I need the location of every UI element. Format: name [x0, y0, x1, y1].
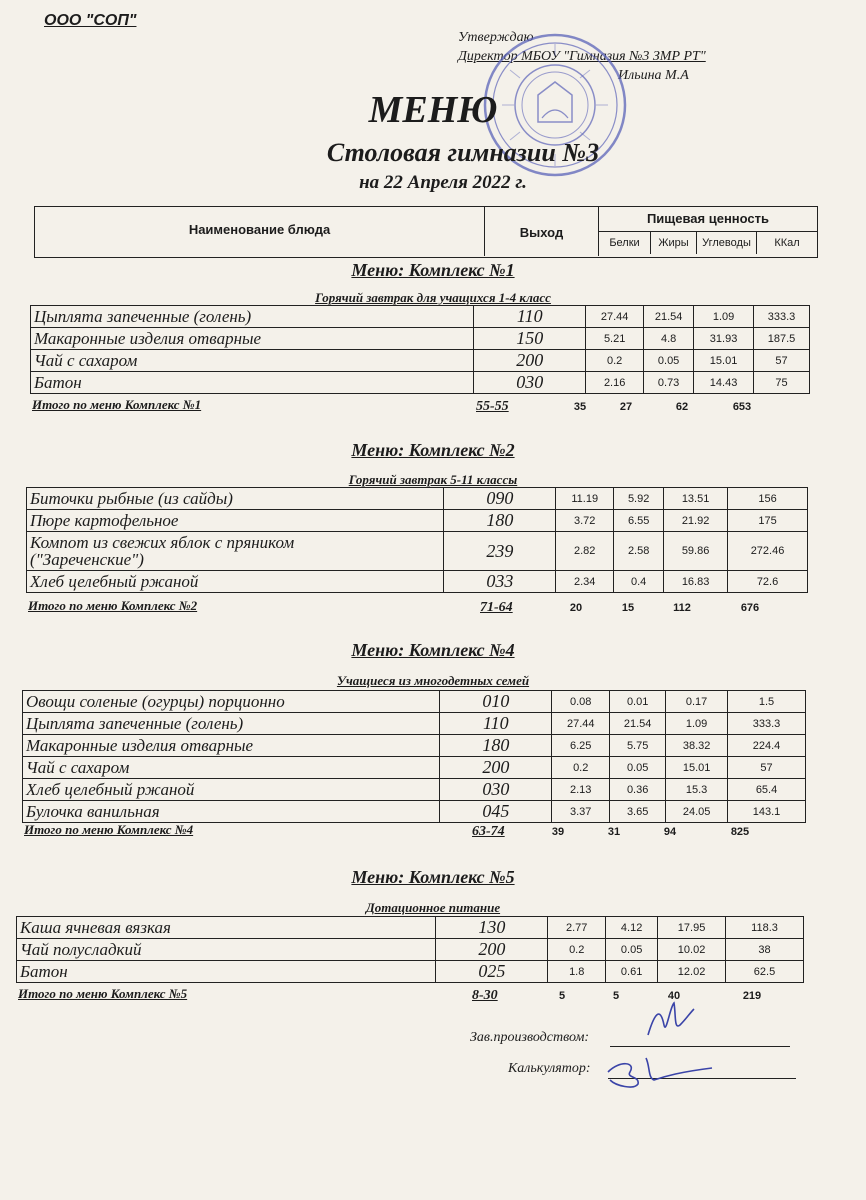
- total-carbs: 94: [663, 826, 677, 838]
- total-fat: 15: [621, 602, 635, 614]
- dish-fat: 0.01: [610, 691, 666, 713]
- total-kcal: 825: [730, 826, 750, 838]
- dish-name: Овощи соленые (огурцы) порционно: [23, 691, 440, 713]
- table-row: [31, 328, 810, 350]
- dish-name: Биточки рыбные (из сайды): [27, 488, 444, 510]
- dish-name: Цыплята запеченные (голень): [23, 713, 440, 735]
- dish-output: 110: [474, 306, 586, 328]
- dish-fat: 0.4: [614, 571, 664, 593]
- total-carbs: 112: [673, 602, 691, 614]
- dish-kcal: 118.3: [726, 917, 804, 939]
- dish-carbs: 24.05: [666, 801, 728, 823]
- dish-output: 010: [440, 691, 552, 713]
- dish-kcal: 57: [754, 350, 810, 372]
- menu-table: [30, 305, 810, 394]
- section-total: [28, 598, 808, 618]
- manager-signature-mark: [640, 995, 700, 1045]
- dish-kcal: 175: [728, 510, 808, 532]
- dish-fat: 21.54: [644, 306, 694, 328]
- dish-output: 025: [436, 961, 548, 983]
- dish-kcal: 187.5: [754, 328, 810, 350]
- total-protein: 20: [569, 602, 583, 614]
- total-protein: 5: [558, 990, 566, 1002]
- total-kcal: 676: [740, 602, 760, 614]
- dish-fat: 3.65: [610, 801, 666, 823]
- dish-protein: 5.21: [586, 328, 644, 350]
- dish-carbs: 17.95: [658, 917, 726, 939]
- total-output: 8-30: [472, 988, 498, 1003]
- section-subtitle: Дотационное питание: [365, 900, 501, 915]
- total-label: Итого по меню Комплекс №1: [32, 397, 202, 412]
- dish-protein: 0.2: [552, 757, 610, 779]
- table-row: [17, 939, 804, 961]
- dish-kcal: 65.4: [728, 779, 806, 801]
- dish-output: 090: [444, 488, 556, 510]
- table-row: [27, 510, 808, 532]
- dish-protein: 0.2: [586, 350, 644, 372]
- table-row: [27, 532, 808, 571]
- header-dish: Наименование блюда: [35, 207, 485, 256]
- page-title: МЕНЮ: [368, 89, 498, 131]
- dish-name: Макаронные изделия отварные: [23, 735, 440, 757]
- dish-carbs: 1.09: [694, 306, 754, 328]
- dish-carbs: 14.43: [694, 372, 754, 394]
- dish-protein: 27.44: [586, 306, 644, 328]
- director-name: Ильина М.А: [618, 68, 689, 83]
- dish-fat: 0.05: [606, 939, 658, 961]
- total-fat: 5: [612, 990, 620, 1002]
- dish-carbs: 15.01: [694, 350, 754, 372]
- dish-protein: 2.16: [586, 372, 644, 394]
- dish-name: Батон: [31, 372, 474, 394]
- dish-carbs: 21.92: [664, 510, 728, 532]
- header-carbs: Углеводы: [697, 232, 757, 254]
- total-fat: 31: [607, 826, 621, 838]
- total-output: 55-55: [476, 399, 509, 414]
- dish-protein: 2.34: [556, 571, 614, 593]
- header-nutrition-group: [599, 207, 817, 256]
- dish-carbs: 15.01: [666, 757, 728, 779]
- total-protein: 39: [551, 826, 565, 838]
- menu-date: на 22 Апреля 2022 г.: [359, 172, 527, 193]
- total-label: Итого по меню Комплекс №5: [18, 986, 188, 1001]
- total-protein: 35: [573, 401, 587, 413]
- dish-name: Пюре картофельное: [27, 510, 444, 532]
- dish-kcal: 224.4: [728, 735, 806, 757]
- total-label: Итого по меню Комплекс №4: [24, 822, 194, 837]
- total-carbs: 40: [667, 990, 681, 1002]
- total-output: 63-74: [472, 824, 505, 839]
- dish-carbs: 10.02: [658, 939, 726, 961]
- dish-name-cell: [27, 532, 444, 571]
- dish-name: Булочка ванильная: [23, 801, 440, 823]
- table-row: [17, 961, 804, 983]
- total-label: Итого по меню Комплекс №2: [28, 598, 198, 613]
- dish-carbs: 13.51: [664, 488, 728, 510]
- table-row: [31, 350, 810, 372]
- dish-protein: 2.13: [552, 779, 610, 801]
- dish-fat: 5.92: [614, 488, 664, 510]
- dish-fat: 2.58: [614, 532, 664, 571]
- total-carbs: 62: [675, 401, 689, 413]
- total-output: 71-64: [480, 600, 513, 615]
- section-subtitle: Учащиеся из многодетных семей: [336, 673, 530, 688]
- dish-fat: 4.12: [606, 917, 658, 939]
- dish-kcal: 272.46: [728, 532, 808, 571]
- dish-kcal: 333.3: [728, 713, 806, 735]
- dish-fat: 5.75: [610, 735, 666, 757]
- menu-table: [16, 916, 804, 983]
- dish-name: Батон: [17, 961, 436, 983]
- section-subtitle: Горячий завтрак 5-11 классы: [348, 472, 518, 487]
- section-total: [24, 822, 804, 842]
- manager-signature-label: Зав.производством:: [470, 1030, 590, 1045]
- dish-output: 200: [436, 939, 548, 961]
- table-row: [23, 801, 806, 823]
- dish-protein: 1.8: [548, 961, 606, 983]
- table-row: [23, 713, 806, 735]
- menu-table: [22, 690, 806, 823]
- dish-fat: 0.05: [610, 757, 666, 779]
- dish-carbs: 12.02: [658, 961, 726, 983]
- dish-output: 130: [436, 917, 548, 939]
- dish-protein: 6.25: [552, 735, 610, 757]
- table-header: [34, 206, 818, 258]
- table-row: [31, 372, 810, 394]
- table-row: [17, 917, 804, 939]
- dish-kcal: 333.3: [754, 306, 810, 328]
- dish-protein: 27.44: [552, 713, 610, 735]
- dish-fat: 0.05: [644, 350, 694, 372]
- dish-carbs: 31.93: [694, 328, 754, 350]
- dish-output: 200: [440, 757, 552, 779]
- total-fat: 27: [619, 401, 633, 413]
- dish-name: Чай с сахаром: [31, 350, 474, 372]
- header-kcal: ККал: [774, 237, 800, 249]
- dish-output: 033: [444, 571, 556, 593]
- header-protein: Белки: [599, 232, 651, 254]
- dish-name: Цыплята запеченные (голень): [31, 306, 474, 328]
- company-name: ООО "СОП": [44, 12, 137, 29]
- dish-output: 200: [474, 350, 586, 372]
- section-total: [32, 397, 812, 417]
- dish-name: Каша ячневая вязкая: [17, 917, 436, 939]
- dish-kcal: 143.1: [728, 801, 806, 823]
- dish-output: 045: [440, 801, 552, 823]
- dish-output: 180: [440, 735, 552, 757]
- table-row: [23, 779, 806, 801]
- total-kcal: 653: [732, 401, 752, 413]
- header-nutrition: Пищевая ценность: [599, 207, 817, 232]
- table-row: [23, 757, 806, 779]
- dish-protein: 3.37: [552, 801, 610, 823]
- dish-name: Хлеб целебный ржаной: [23, 779, 440, 801]
- table-row: [27, 571, 808, 593]
- dish-fat: 21.54: [610, 713, 666, 735]
- menu-table: [26, 487, 808, 593]
- calculator-signature-label: Калькулятор:: [508, 1061, 591, 1076]
- dish-kcal: 72.6: [728, 571, 808, 593]
- section-title: Меню: Комплекс №5: [351, 867, 515, 887]
- table-row: [27, 488, 808, 510]
- dish-output: 030: [440, 779, 552, 801]
- table-row: [31, 306, 810, 328]
- dish-fat: 0.73: [644, 372, 694, 394]
- calculator-signature-mark: [600, 1050, 730, 1090]
- section-subtitle: Горячий завтрак для учащихся 1-4 класс: [315, 290, 551, 305]
- dish-fat: 0.36: [610, 779, 666, 801]
- dish-output: 239: [444, 532, 556, 571]
- dish-name: Макаронные изделия отварные: [31, 328, 474, 350]
- dish-protein: 3.72: [556, 510, 614, 532]
- dish-protein: 11.19: [556, 488, 614, 510]
- dish-protein: 2.77: [548, 917, 606, 939]
- dish-output: 180: [444, 510, 556, 532]
- dish-protein: 2.82: [556, 532, 614, 571]
- dish-output: 110: [440, 713, 552, 735]
- dish-carbs: 38.32: [666, 735, 728, 757]
- dish-name-line2: ("Зареченские"): [30, 550, 144, 569]
- dish-kcal: 62.5: [726, 961, 804, 983]
- dish-fat: 0.61: [606, 961, 658, 983]
- dish-name: Хлеб целебный ржаной: [27, 571, 444, 593]
- dish-fat: 4.8: [644, 328, 694, 350]
- dish-protein: 0.2: [548, 939, 606, 961]
- section-title: Меню: Комплекс №1: [351, 260, 515, 280]
- dish-kcal: 38: [726, 939, 804, 961]
- dish-protein: 0.08: [552, 691, 610, 713]
- dish-carbs: 0.17: [666, 691, 728, 713]
- dish-output: 030: [474, 372, 586, 394]
- section-title: Меню: Комплекс №2: [351, 440, 515, 460]
- dish-carbs: 59.86: [664, 532, 728, 571]
- dish-kcal: 75: [754, 372, 810, 394]
- total-kcal: 219: [742, 990, 762, 1002]
- header-fat: Жиры: [651, 232, 697, 254]
- header-output: Выход: [485, 207, 599, 256]
- dish-carbs: 15.3: [666, 779, 728, 801]
- page-subtitle: Столовая гимназии №3: [326, 138, 600, 167]
- dish-kcal: 156: [728, 488, 808, 510]
- dish-name: Компот из свежих яблок с пряником: [30, 533, 295, 552]
- manager-signature-line: [610, 1046, 790, 1047]
- dish-kcal: 1.5: [728, 691, 806, 713]
- director-title: Директор МБОУ "Гимназия №3 ЗМР РТ": [458, 49, 706, 64]
- dish-name: Чай полусладкий: [17, 939, 436, 961]
- dish-fat: 6.55: [614, 510, 664, 532]
- dish-carbs: 1.09: [666, 713, 728, 735]
- dish-output: 150: [474, 328, 586, 350]
- dish-name: Чай с сахаром: [23, 757, 440, 779]
- table-row: [23, 735, 806, 757]
- approve-label: Утверждаю: [458, 30, 534, 45]
- table-row: [23, 691, 806, 713]
- dish-carbs: 16.83: [664, 571, 728, 593]
- section-title: Меню: Комплекс №4: [351, 640, 515, 660]
- dish-kcal: 57: [728, 757, 806, 779]
